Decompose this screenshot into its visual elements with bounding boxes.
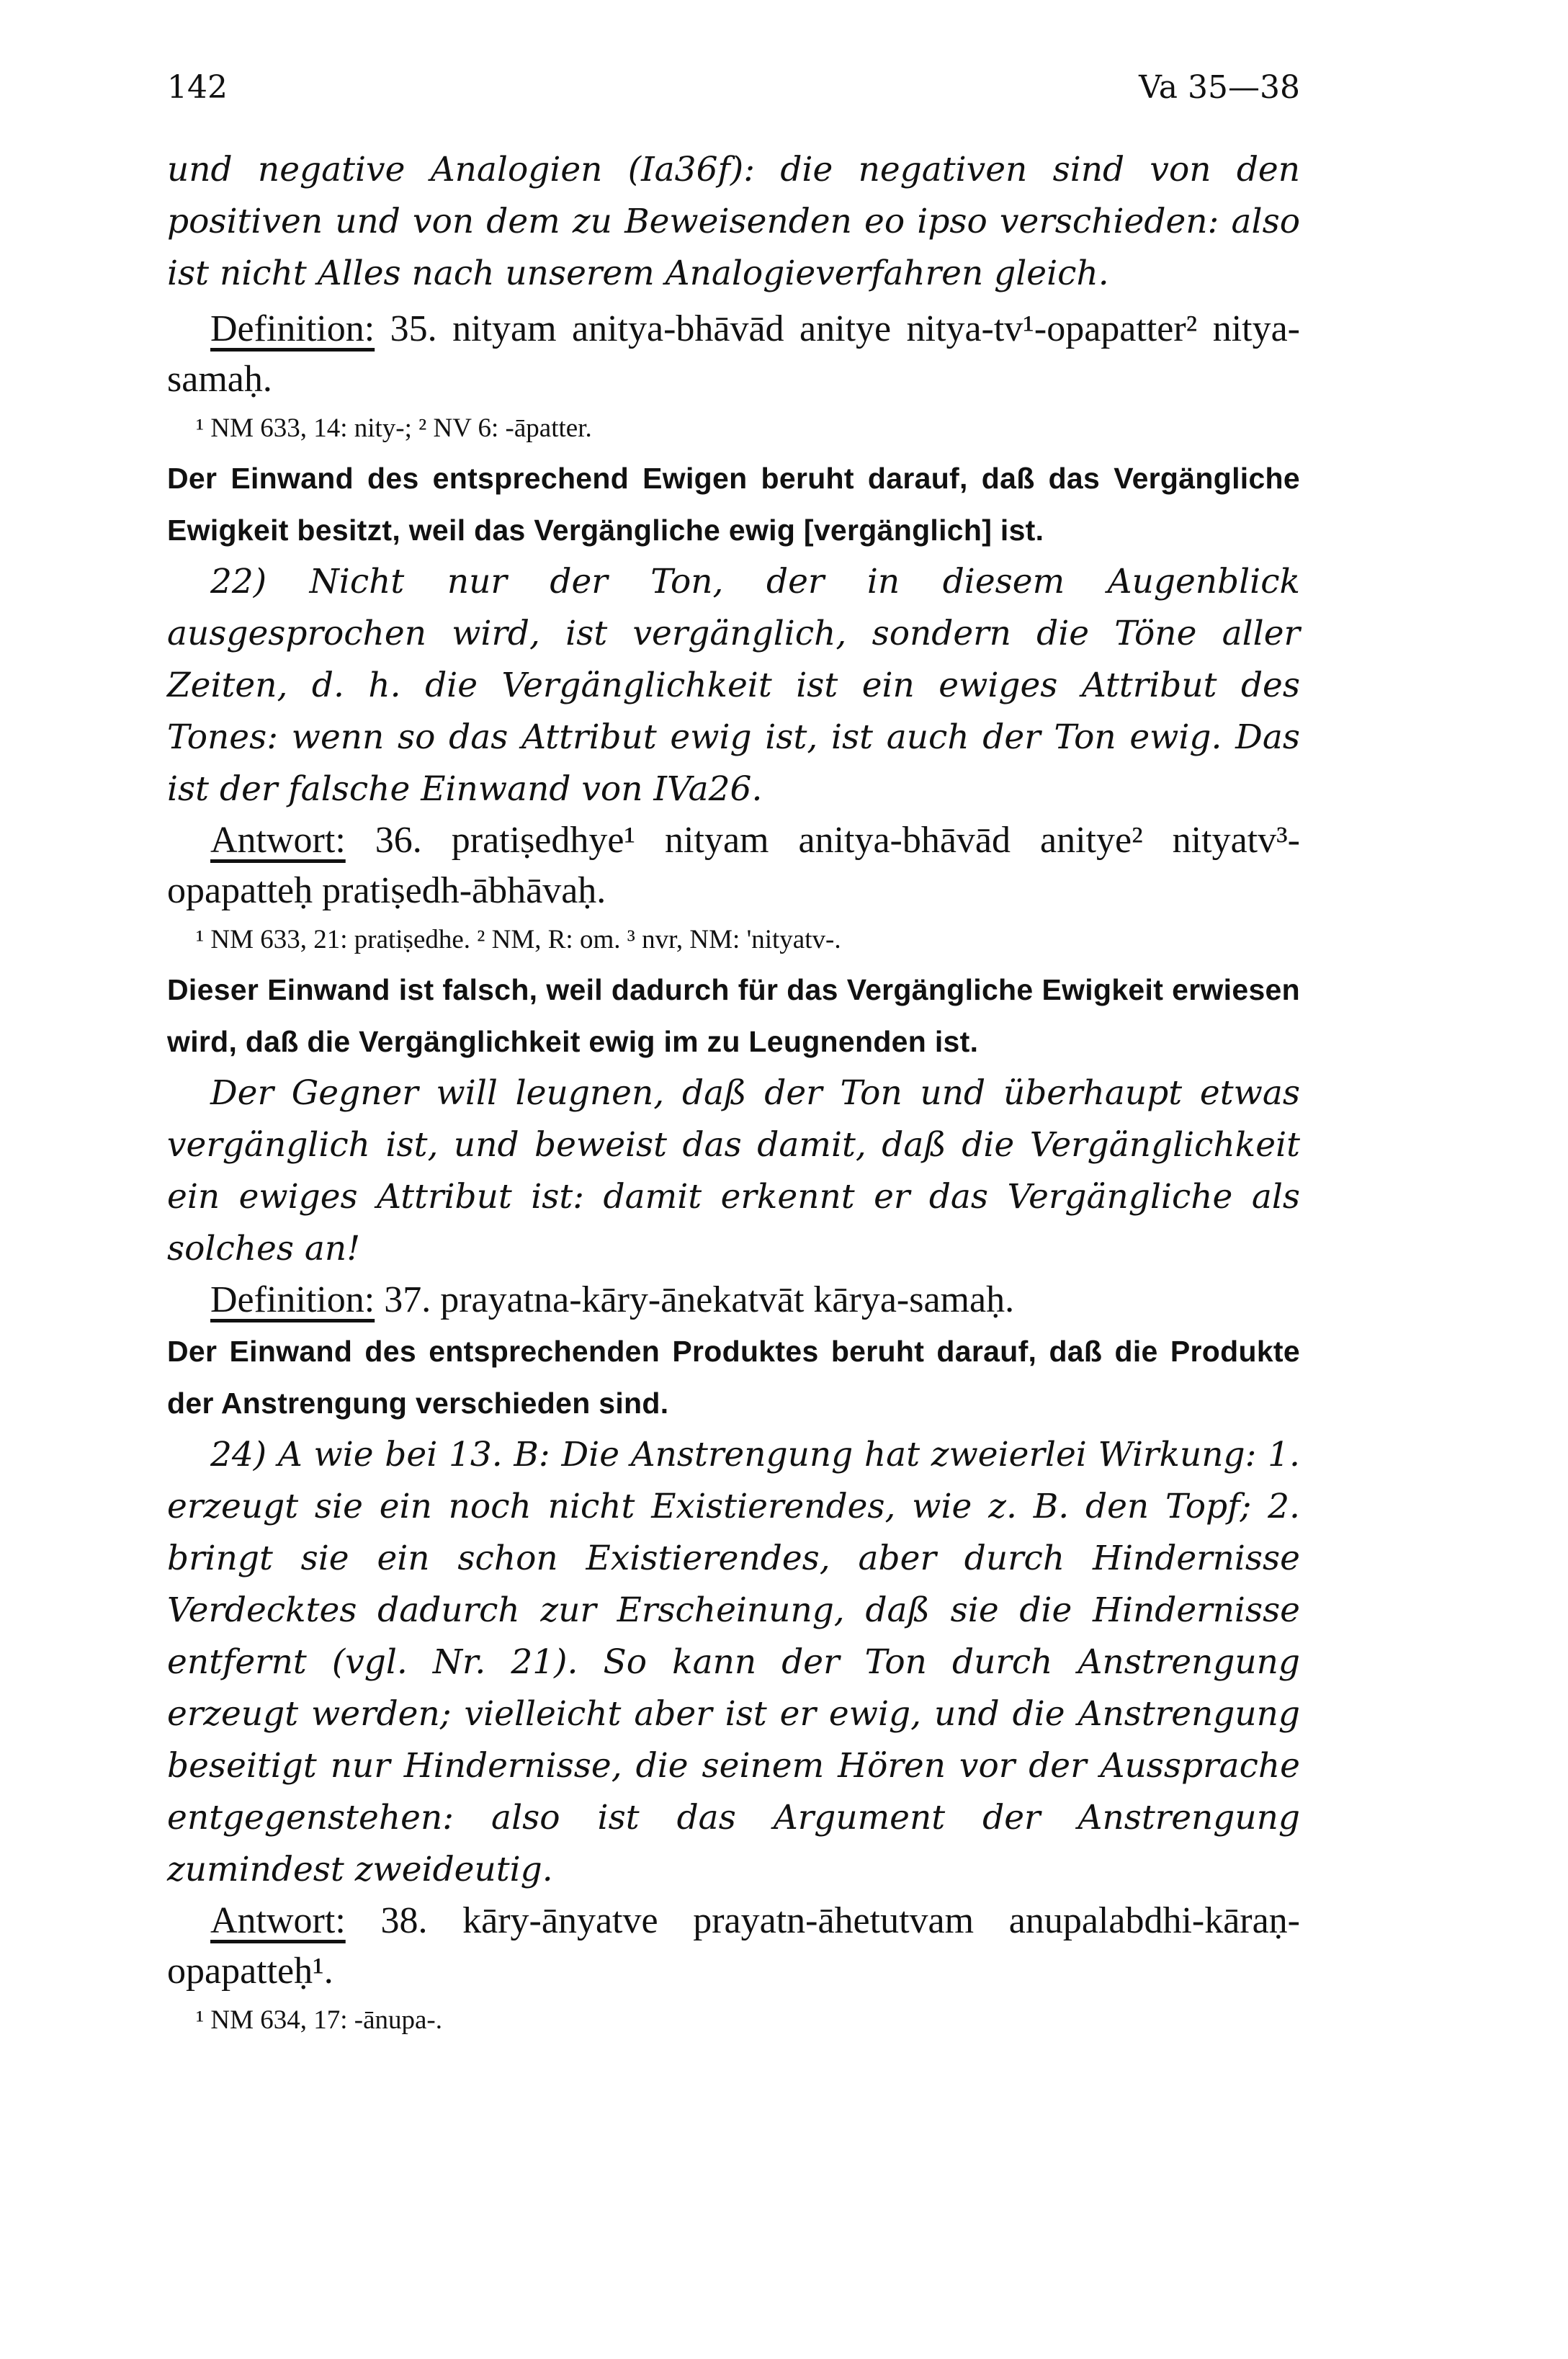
- sutra-38-label: Antwort:: [210, 1900, 346, 1941]
- section-reference: Va 35—38: [1139, 69, 1300, 106]
- footnote-38: ¹ NM 634, 17: -ānupa-.: [196, 2005, 442, 2035]
- footnote-36: ¹ NM 633, 21: pratiṣedhe. ² NM, R: om. ³ nvr, NM: 'nityatv-.: [196, 925, 841, 954]
- sutra-35-text: 35. nityam anitya-bhāvād anitye nitya-tv¹-opapatter² nitya-samaḥ.: [167, 308, 1300, 400]
- commentary-24: 24) A wie bei 13. B: Die Anstrengung hat zweierlei Wirkung: 1. erzeugt sie ein noch nicht Existierendes, wie z. B. den Topf; 2. bringt sie ein schon Existierendes, aber durch Hindernisse Verdecktes dadurch zur Erscheinung, daß sie die Hindernisse entfernt (vgl. Nr. 21). So kann der Ton durch Anstrengung erzeugt werden; vielleicht aber ist er ewig, und die Anstrengung beseitigt nur Hindernisse, die seinem Hören vor der Aussprache entgegenstehen: also ist das Argument der Anstrengung zumindest zweideutig.: [167, 1435, 1300, 1889]
- sutra-35: [167, 304, 1300, 405]
- commentary-intro: und negative Analogien (Ia36f): die negativen sind von den positiven und von dem zu Beweisenden eo ipso verschieden: also ist nicht Alles nach unserem Analogieverfahren gleich.: [167, 150, 1300, 293]
- translation-37: Der Einwand des entsprechenden Produktes beruht darauf, daß die Produkte der Anstrengung verschieden sind.: [167, 1335, 1300, 1420]
- sutra-37-label: Definition:: [210, 1279, 375, 1320]
- translation-35: Der Einwand des entsprechend Ewigen beruht darauf, daß das Vergängliche Ewigkeit besitzt, weil das Vergängliche ewig [vergänglich] ist.: [167, 462, 1300, 547]
- sutra-38: [167, 1896, 1300, 1997]
- sutra-36-label: Antwort:: [210, 820, 346, 861]
- commentary-36: Der Gegner will leugnen, daß der Ton und überhaupt etwas vergänglich ist, und beweist das damit, daß die Vergänglichkeit ein ewiges Attribut ist: damit erkennt er das Vergängliche als solches an!: [167, 1073, 1300, 1268]
- commentary-22: 22) Nicht nur der Ton, der in diesem Augenblick ausgesprochen wird, ist vergänglich, sondern die Töne aller Zeiten, d. h. die Vergänglichkeit ist ein ewiges Attribut des Tones: wenn so das Attribut ewig ist, ist auch der Ton ewig. Das ist der falsche Einwand von IVa26.: [167, 562, 1300, 809]
- running-header: [167, 69, 1300, 112]
- sutra-37-text: 37. prayatna-kāry-ānekatvāt kārya-samaḥ.: [375, 1279, 1015, 1320]
- footnote-35: ¹ NM 633, 14: nity-; ² NV 6: -āpatter.: [196, 413, 592, 443]
- sutra-37: [167, 1275, 1300, 1325]
- sutra-35-label: Definition:: [210, 308, 375, 349]
- sutra-36: [167, 815, 1300, 916]
- page-body: [167, 144, 1300, 2044]
- page-number: 142: [167, 69, 228, 106]
- sutra-36-text: 36. pratiṣedhye¹ nityam anitya-bhāvād anitye² nityatv³-opapatteḥ pratiṣedh-ābhāvaḥ.: [167, 820, 1300, 911]
- translation-36: Dieser Einwand ist falsch, weil dadurch für das Vergängliche Ewigkeit erwiesen wird, daß die Vergänglichkeit ewig im zu Leugnenden ist.: [167, 973, 1300, 1058]
- sutra-38-text: 38. kāry-ānyatve prayatn-āhetutvam anupalabdhi-kāraṇ-opapatteḥ¹.: [167, 1900, 1300, 1992]
